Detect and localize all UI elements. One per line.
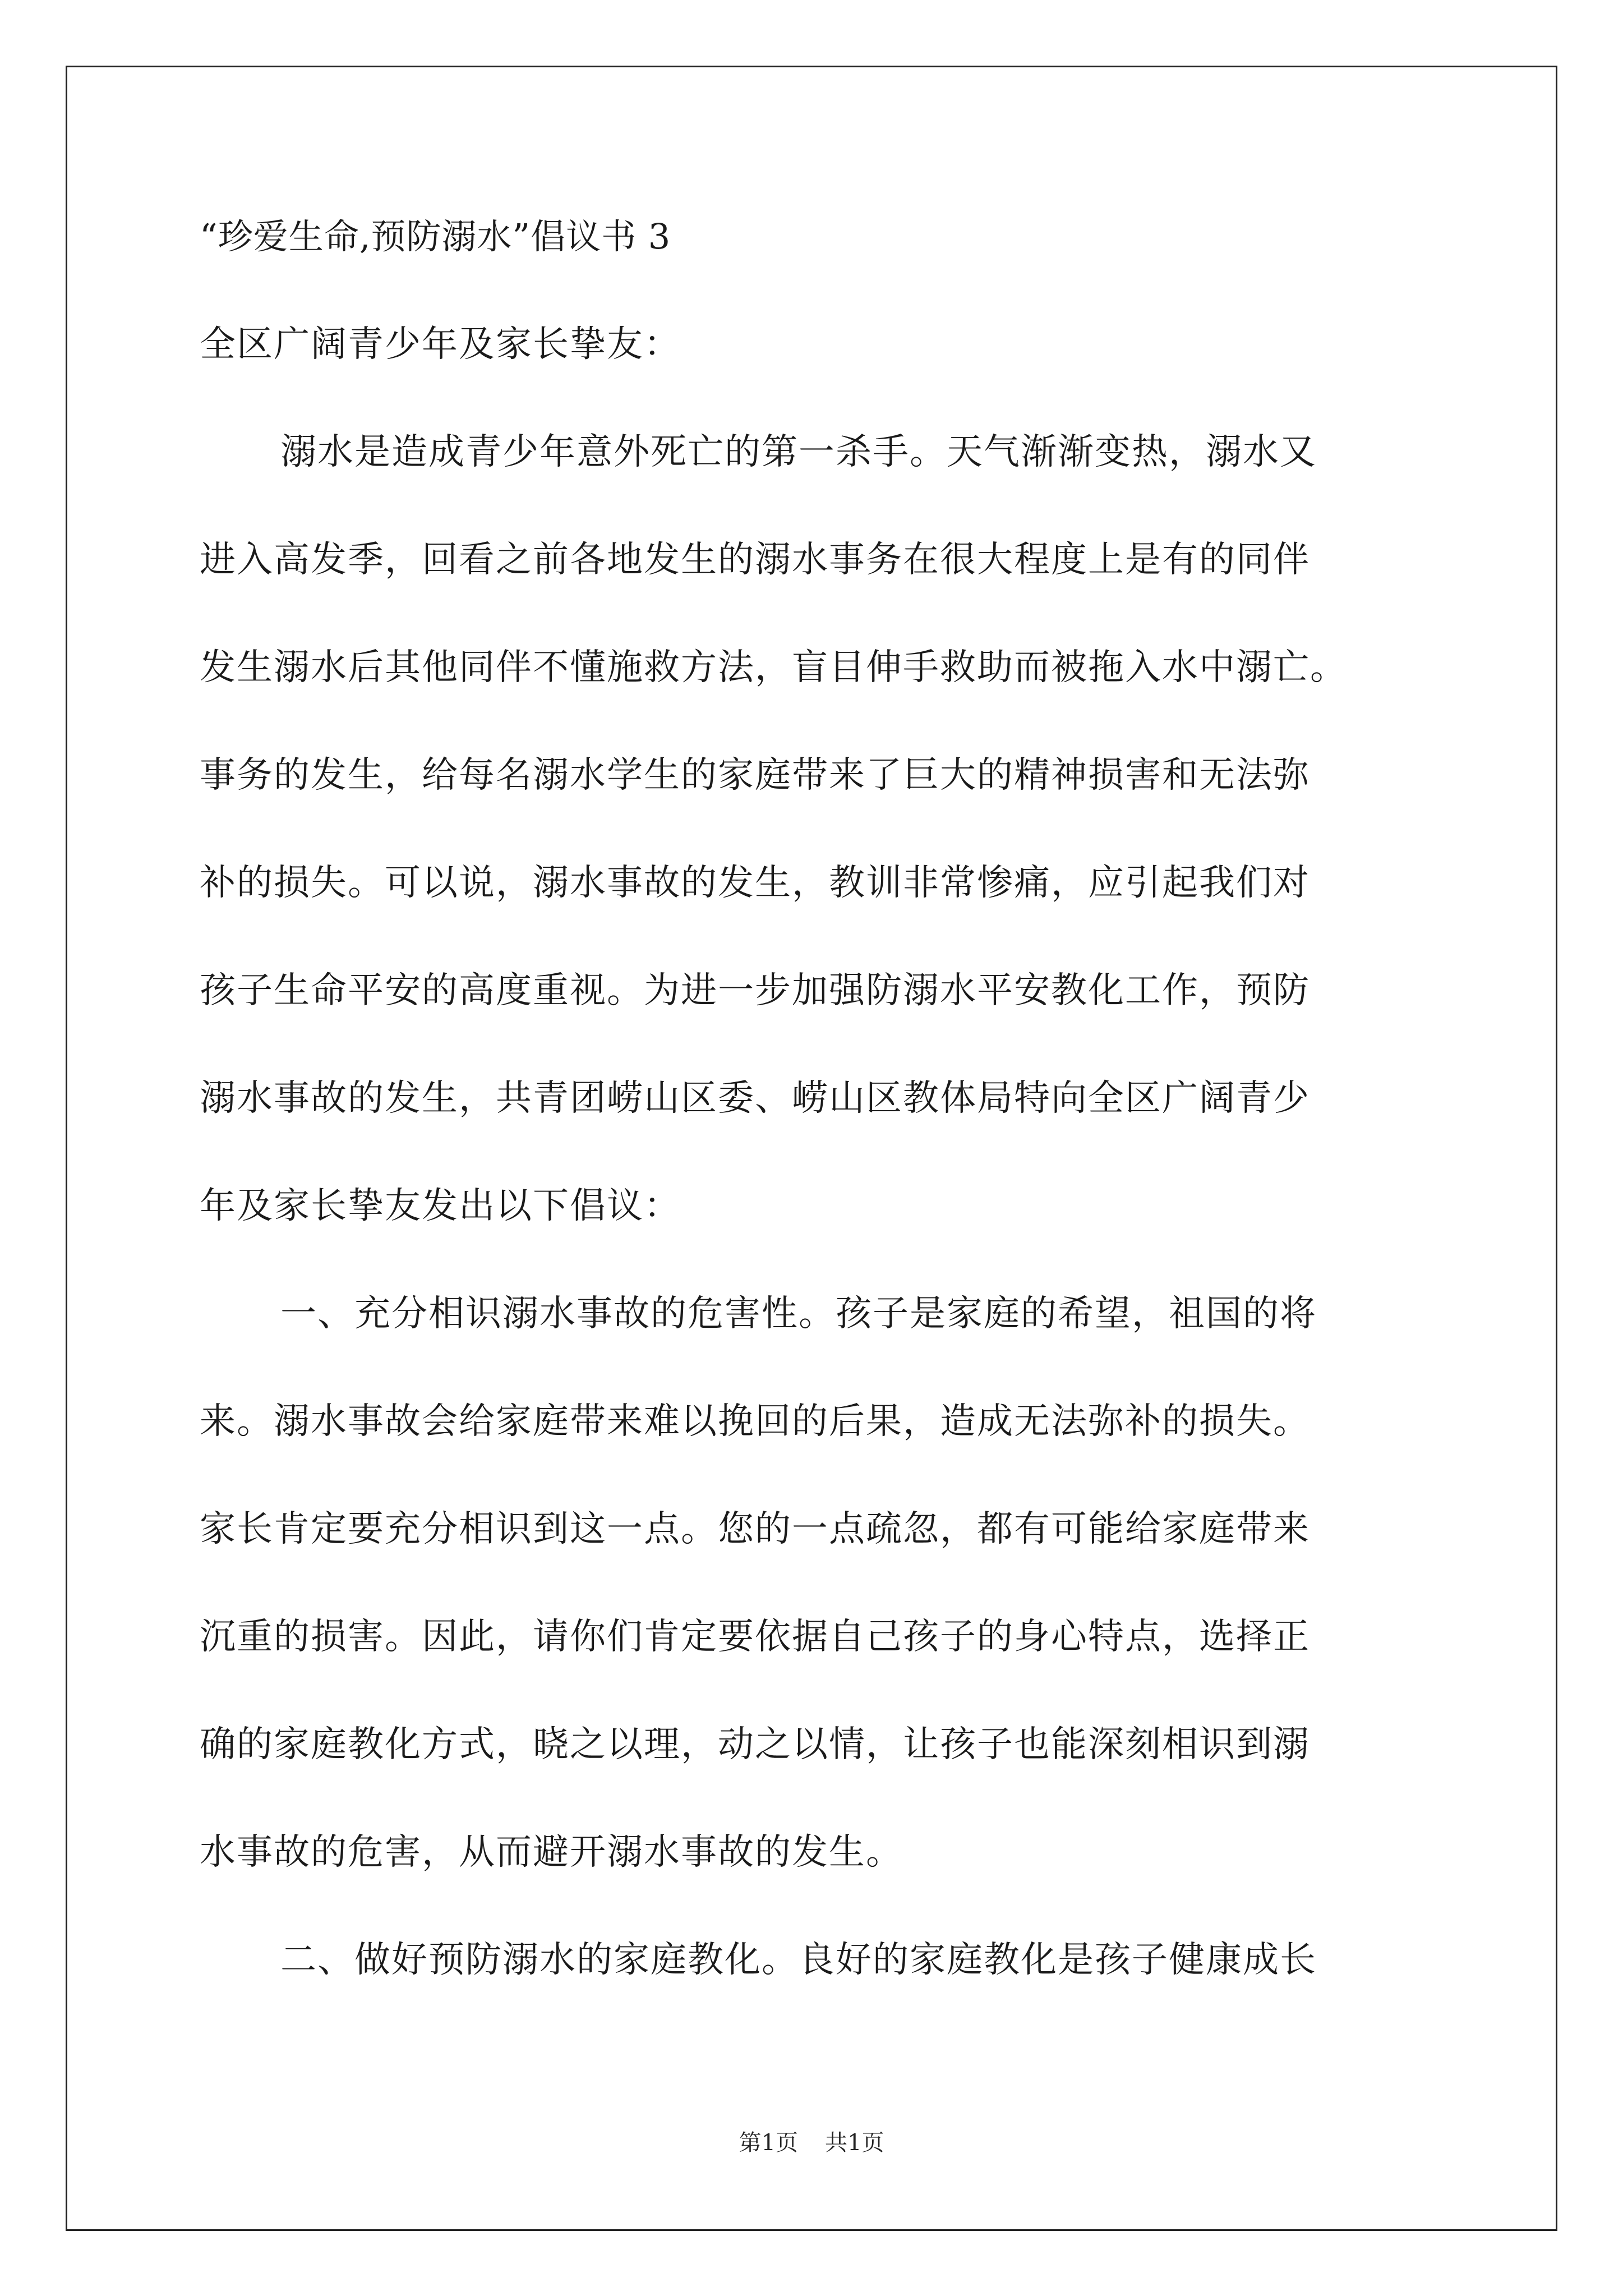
page-footer <box>0 2132 1623 2154</box>
paragraph-line: 来。溺水事故会给家庭带来难以挽回的后果，造成无法弥补的损失。 <box>200 1401 1310 1442</box>
page-total: 共1页 <box>825 2130 884 2156</box>
paragraph-line: 进入高发季，回看之前各地发生的溺水事务在很大程度上是有的同伴 <box>200 539 1310 581</box>
greeting: 全区广阔青少年及家长挚友： <box>200 324 681 365</box>
paragraph-line: 水事故的危害，从而避开溺水事故的发生。 <box>200 1832 903 1873</box>
paragraph-line: 补的损失。可以说，溺水事故的发生，教训非常惨痛，应引起我们对 <box>200 862 1310 904</box>
paragraph-line: 孩子生命平安的高度重视。为进一步加强防溺水平安教化工作，预防 <box>200 970 1310 1011</box>
page-number: 第1页 <box>739 2130 798 2156</box>
paragraph-line: 确的家庭教化方式，晓之以理，动之以情，让孩子也能深刻相识到溺 <box>200 1724 1310 1765</box>
document-body <box>200 216 1433 2050</box>
paragraph-line: 发生溺水后其他同伴不懂施救方法，盲目伸手救助而被拖入水中溺亡。 <box>200 647 1347 688</box>
paragraph-line: 年及家长挚友发出以下倡议： <box>200 1185 681 1227</box>
paragraph-line: 溺水事故的发生，共青团崂山区委、崂山区教体局特向全区广阔青少 <box>200 1078 1310 1119</box>
paragraph-line: 二、做好预防溺水的家庭教化。良好的家庭教化是孩子健康成长 <box>280 1939 1317 1981</box>
paragraph-line: 一、充分相识溺水事故的危害性。孩子是家庭的希望，祖国的将 <box>280 1293 1317 1335</box>
document-title: “珍爱生命,预防溺水”倡议书 3 <box>200 216 671 257</box>
paragraph-line: 事务的发生，给每名溺水学生的家庭带来了巨大的精神损害和无法弥 <box>200 754 1310 796</box>
paragraph-line: 沉重的损害。因此，请你们肯定要依据自己孩子的身心特点，选择正 <box>200 1616 1310 1658</box>
paragraph-line: 溺水是造成青少年意外死亡的第一杀手。天气渐渐变热，溺水又 <box>280 431 1317 473</box>
paragraph-line: 家长肯定要充分相识到这一点。您的一点疏忽，都有可能给家庭带来 <box>200 1508 1310 1550</box>
